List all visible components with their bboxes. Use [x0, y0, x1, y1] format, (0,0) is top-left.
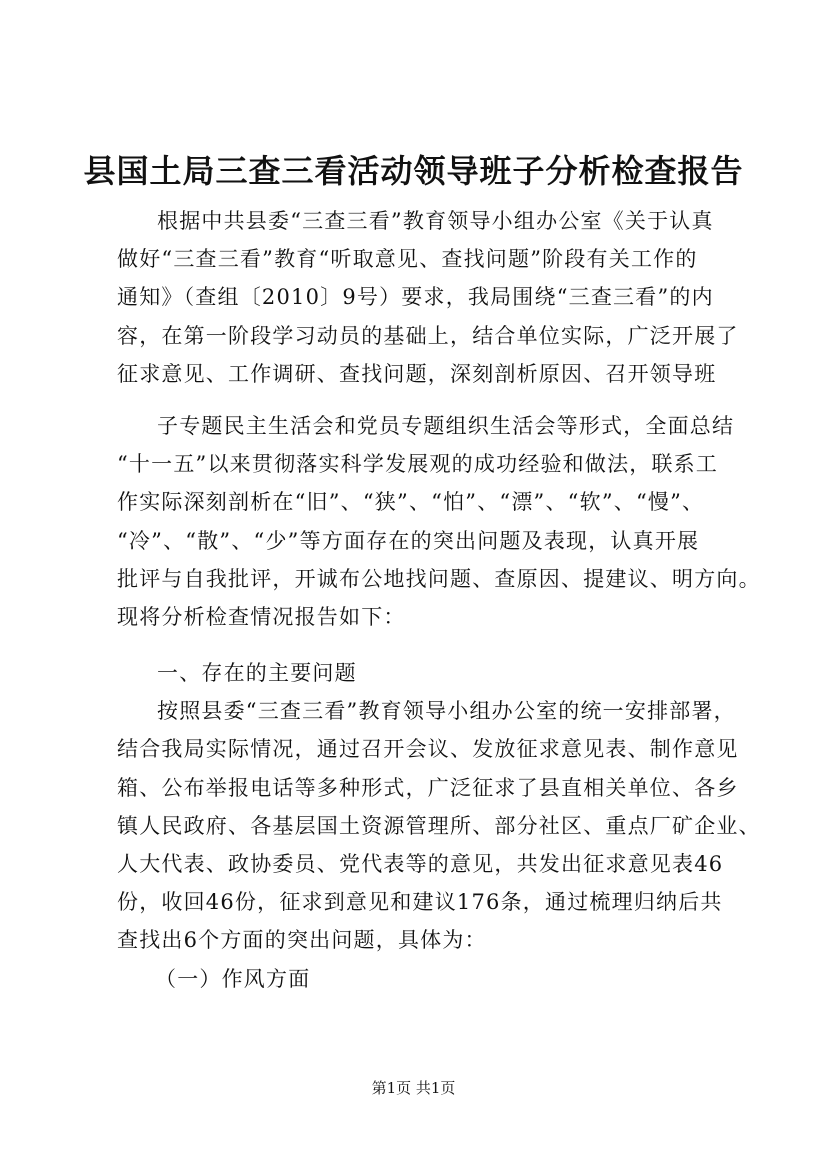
body-line: “冷”、“散”、“少”等方面存在的突出问题及表现，认真开展	[117, 529, 700, 553]
body-line: 容，在第一阶段学习动员的基础上，结合单位实际，广泛开展了	[117, 324, 739, 348]
body-line: 镇人民政府、各基层国土资源管理所、部分社区、重点厂矿企业、	[117, 814, 761, 838]
body-line: 作实际深刻剖析在“旧”、“狭”、“怕”、“漂”、“软”、“慢”、	[117, 490, 705, 514]
body-line: 征求意见、工作调研、查找问题，深刻剖析原因、召开领导班	[117, 362, 717, 386]
document-title: 县国土局三查三看活动领导班子分析检查报告	[83, 152, 744, 190]
body-line: 查找出6个方面的突出问题，具体为：	[117, 928, 487, 952]
body-line: 现将分析检查情况报告如下：	[117, 605, 406, 629]
body-line: 通知》（查组〔2010〕9号）要求，我局围绕“三查三看”的内	[117, 285, 714, 309]
body-line: 做好“三查三看”教育“听取意见、查找问题”阶段有关工作的	[117, 247, 698, 271]
section-heading: 一、存在的主要问题	[157, 661, 357, 685]
body-line: 人大代表、政协委员、党代表等的意见，共发出征求意见表46	[117, 852, 724, 876]
body-line: 按照县委“三查三看”教育领导小组办公室的统一安排部署，	[157, 699, 736, 723]
body-line: 根据中共县委“三查三看”教育领导小组办公室《关于认真	[157, 209, 714, 233]
body-line: 结合我局实际情况，通过召开会议、发放征求意见表、制作意见	[117, 737, 739, 761]
page-footer: 第1页 共1页	[371, 1079, 456, 1097]
body-line: 子专题民主生活会和党员专题组织生活会等形式，全面总结	[157, 414, 735, 438]
body-line: “十一五”以来贯彻落实科学发展观的成功经验和做法，联系工	[117, 452, 719, 476]
subsection-heading: （一）作风方面	[155, 967, 311, 991]
body-line: 份，收回46份，征求到意见和建议176条，通过梳理归纳后共	[117, 890, 723, 914]
body-line: 批评与自我批评，开诚布公地找问题、查原因、提建议、明方向。	[117, 567, 761, 591]
body-line: 箱、公布举报电话等多种形式，广泛征求了县直相关单位、各乡	[117, 776, 739, 800]
